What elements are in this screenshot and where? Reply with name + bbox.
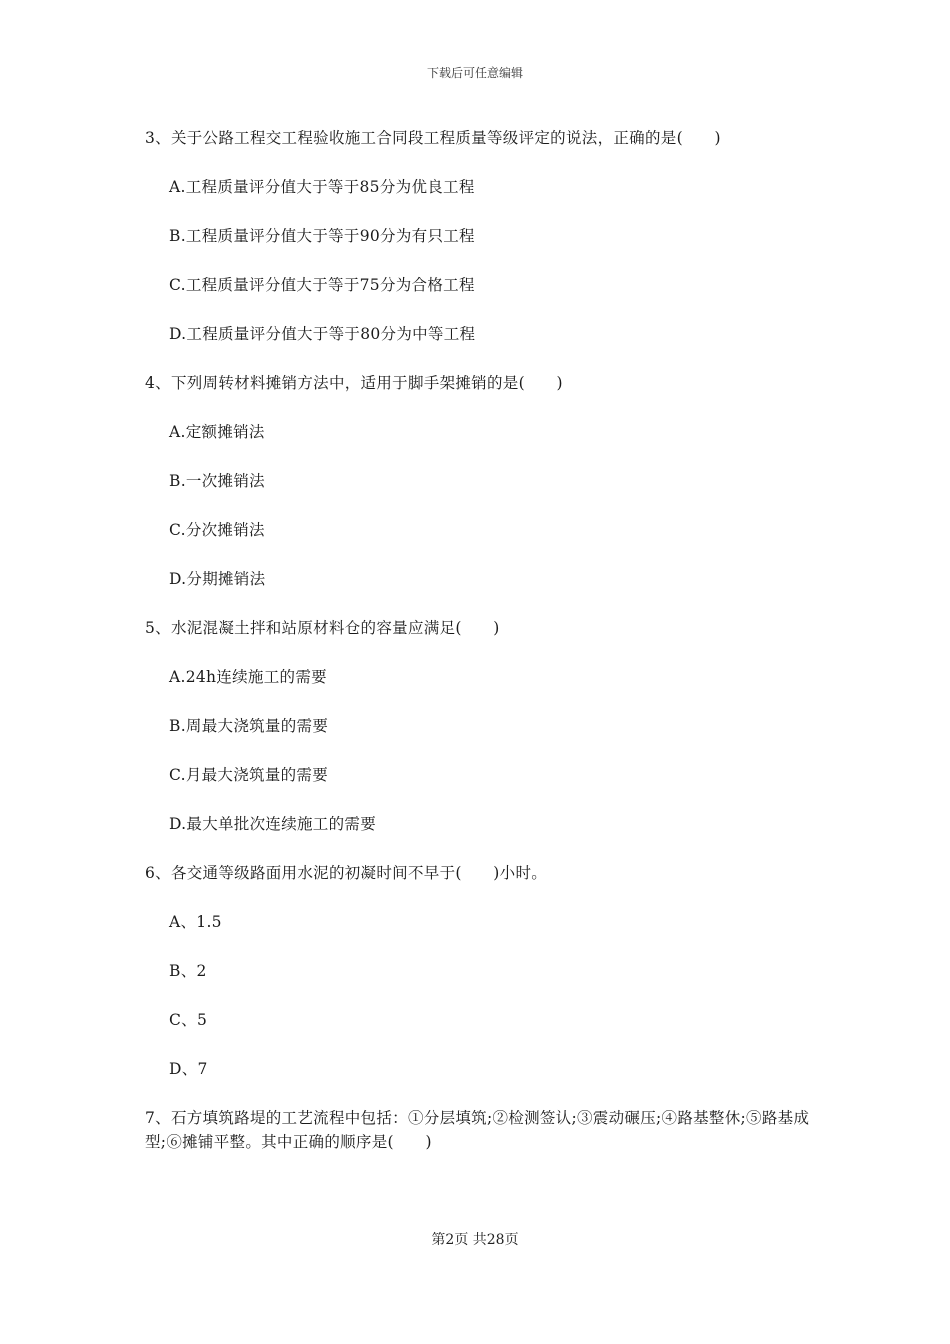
option-c: C.分次摊销法 bbox=[169, 521, 265, 539]
option-c: C、5 bbox=[169, 1011, 208, 1029]
option-b: B.一次摊销法 bbox=[169, 472, 265, 490]
option-b: B.周最大浇筑量的需要 bbox=[169, 717, 329, 735]
option-a: A.工程质量评分值大于等于85分为优良工程 bbox=[169, 178, 475, 196]
question-4 bbox=[145, 371, 815, 591]
question-stem: 6、各交通等级路面用水泥的初凝时间不早于( )小时。 bbox=[145, 864, 548, 882]
question-stem: 4、下列周转材料摊销方法中，适用于脚手架摊销的是( ) bbox=[145, 374, 563, 392]
option-d: D.工程质量评分值大于等于80分为中等工程 bbox=[169, 325, 476, 343]
question-stem: 7、石方填筑路堤的工艺流程中包括：①分层填筑;②检测签认;③震动碾压;④路基整休;⑤路基成型;⑥摊铺平整。其中正确的顺序是( ) bbox=[145, 1109, 810, 1151]
question-7 bbox=[145, 1106, 815, 1154]
option-a: A、1.5 bbox=[169, 913, 222, 931]
option-b: B、2 bbox=[169, 962, 207, 980]
page-header: 下载后可任意编辑 bbox=[426, 66, 523, 80]
question-5 bbox=[145, 616, 815, 836]
page-footer: 第2页 共28页 bbox=[431, 1232, 519, 1248]
option-c: C.月最大浇筑量的需要 bbox=[169, 766, 329, 784]
option-d: D.最大单批次连续施工的需要 bbox=[169, 815, 377, 833]
question-list bbox=[145, 126, 815, 1179]
question-3 bbox=[145, 126, 815, 346]
option-a: A.定额摊销法 bbox=[169, 423, 265, 441]
option-d: D.分期摊销法 bbox=[169, 570, 266, 588]
question-stem: 3、关于公路工程交工程验收施工合同段工程质量等级评定的说法，正确的是( ) bbox=[145, 129, 721, 147]
option-a: A.24h连续施工的需要 bbox=[169, 668, 327, 686]
option-b: B.工程质量评分值大于等于90分为有只工程 bbox=[169, 227, 475, 245]
option-d: D、7 bbox=[169, 1060, 208, 1078]
option-c: C.工程质量评分值大于等于75分为合格工程 bbox=[169, 276, 475, 294]
question-6 bbox=[145, 861, 815, 1081]
question-stem: 5、水泥混凝土拌和站原材料仓的容量应满足( ) bbox=[145, 619, 500, 637]
